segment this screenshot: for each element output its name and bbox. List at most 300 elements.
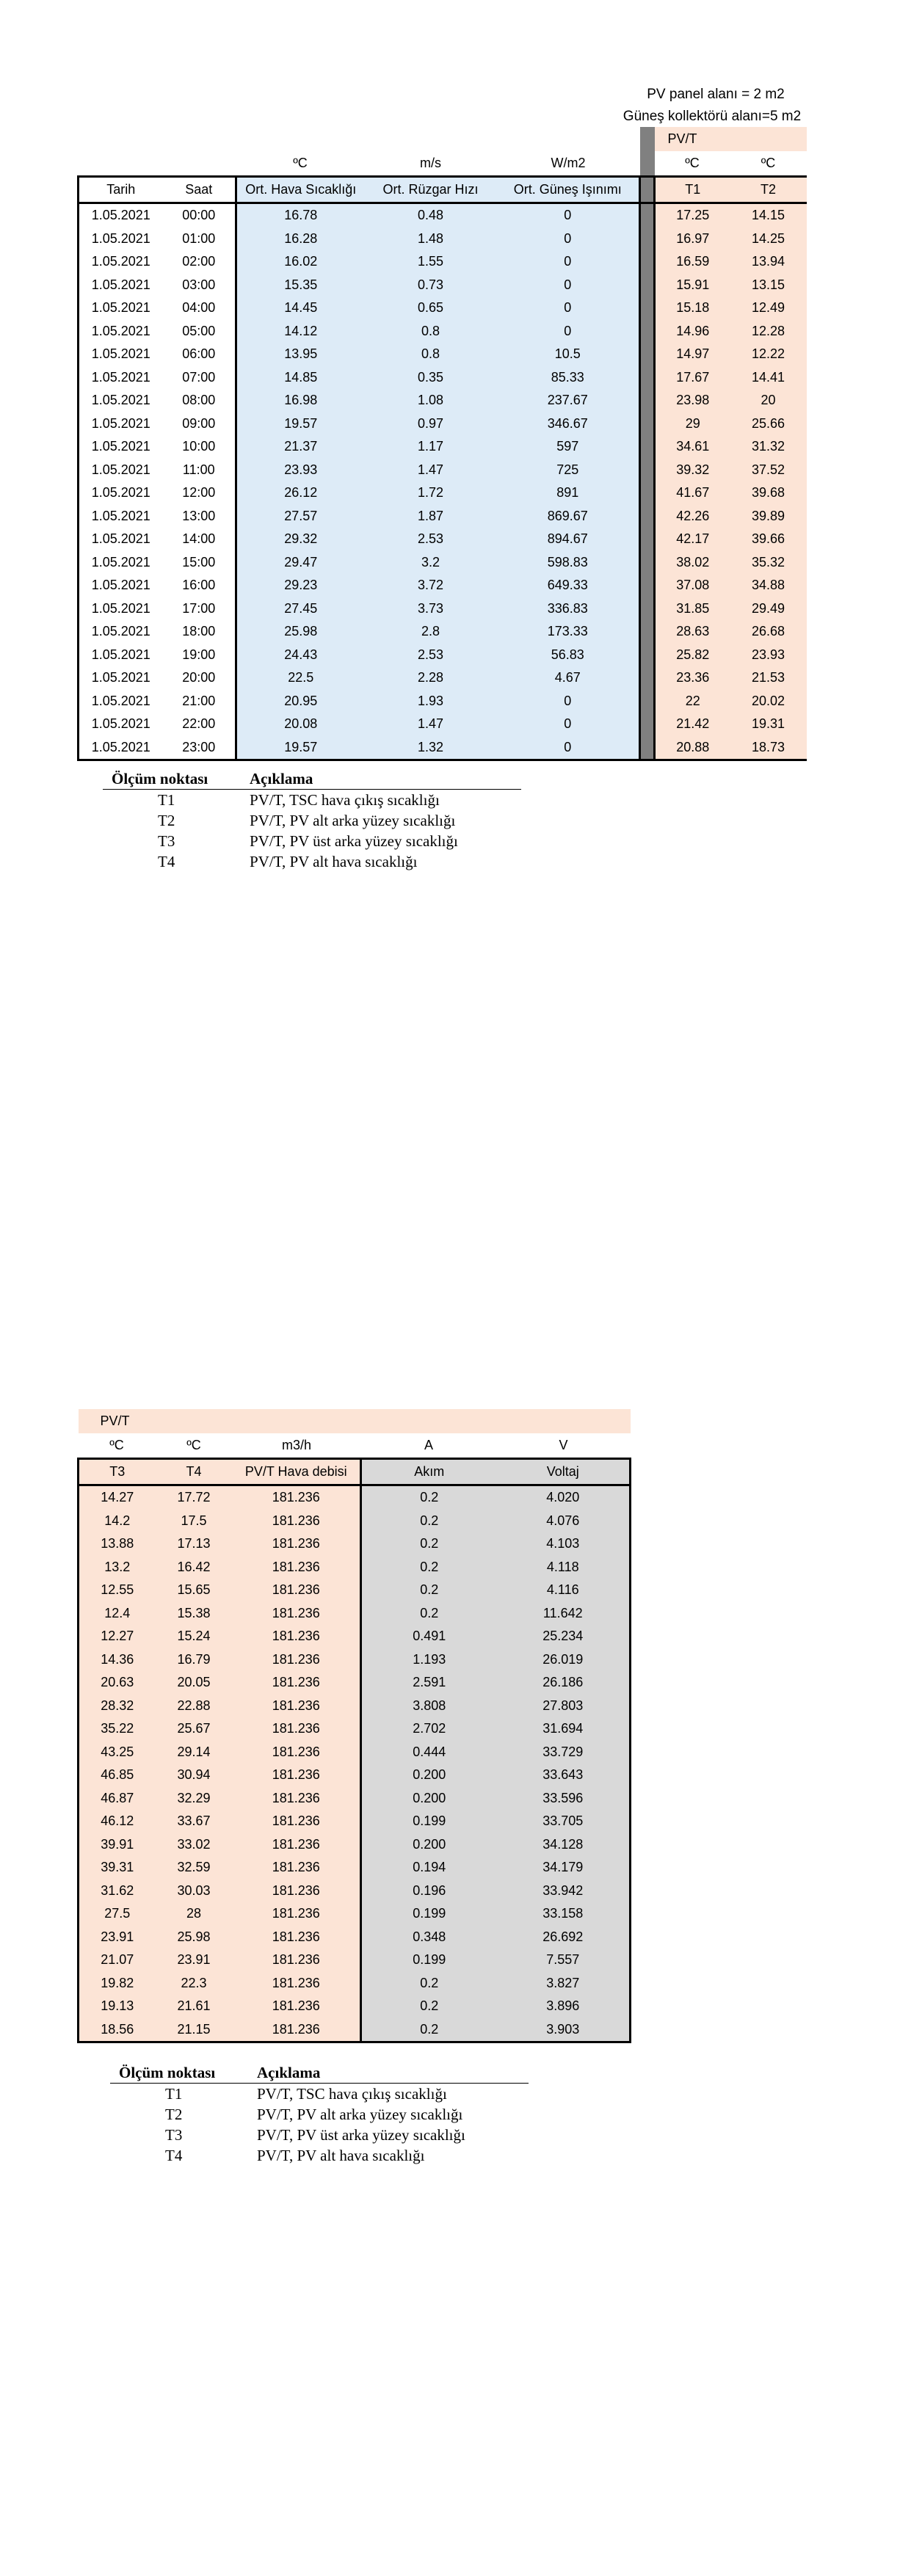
table-row [79,1602,631,1626]
unit-label [163,151,236,177]
table-cell: 2.8 [365,620,497,644]
table-cell: 0.199 [361,1902,497,1926]
table-cell: 56.83 [497,644,640,667]
table-row [79,505,807,528]
table-cell: 27.57 [236,505,365,528]
table-cell: 15.38 [156,1602,233,1626]
unit-label: ºC [293,156,308,170]
table-cell: 31.85 [655,597,730,621]
table-cell: 2.53 [365,528,497,551]
table-row [79,435,807,459]
legend-description: PV/T, PV alt arka yüzey sıcaklığı [257,2105,463,2123]
table-cell: 29.23 [236,574,365,597]
table-cell: 21:00 [182,693,216,708]
t2-units-row [79,1433,631,1459]
table-row [79,1949,631,1972]
column-header: Voltaj [497,1459,631,1485]
table-cell: 3.808 [361,1695,497,1718]
pvt-electrical-table [77,1409,631,2043]
table-cell: 346.67 [497,412,640,436]
table-cell: 0.97 [365,412,497,436]
table-cell: 00:00 [182,208,216,223]
table-cell: 0.2 [361,1972,497,1995]
table-cell: 1.05.2021 [79,366,163,390]
table-cell: 181.236 [233,1648,361,1672]
table-cell: 19.57 [236,412,365,436]
table-cell: 20.95 [236,690,365,713]
table-cell: 181.236 [233,1764,361,1787]
table-cell: 181.236 [233,1510,361,1533]
column-header: Akım [361,1459,497,1485]
unit-label: ºC [186,1438,201,1452]
table-cell: 20 [730,389,807,412]
table-cell: 35.22 [79,1717,156,1741]
table-cell: 181.236 [233,1625,361,1648]
table-cell: 26.692 [497,1926,631,1949]
table-cell: 0.35 [365,366,497,390]
table-cell: 39.89 [730,505,807,528]
column-header: Saat [163,177,236,203]
table-cell: 17.72 [156,1485,233,1510]
unit-label: m/s [420,156,441,170]
table-cell: 38.02 [655,551,730,575]
table-cell: 649.33 [497,574,640,597]
table-cell: 27.803 [497,1695,631,1718]
table-cell: 15:00 [182,554,216,570]
table-row [79,459,807,482]
table-cell: 4.076 [497,1510,631,1533]
separator-bar [640,366,655,390]
table-cell: 21.15 [156,2018,233,2042]
separator-bar [640,228,655,251]
table-cell: 3.896 [497,1995,631,2018]
table-row [79,1510,631,1533]
table-row [79,1648,631,1672]
table-cell: 0 [497,690,640,713]
table-cell: 18.56 [79,2018,156,2042]
table-row [79,713,807,736]
table-row [79,481,807,505]
table-cell: 23.91 [156,1949,233,1972]
table-cell: 2.28 [365,666,497,690]
separator-bar [640,690,655,713]
table-cell: 0.200 [361,1764,497,1787]
table-cell: 23.36 [655,666,730,690]
table-cell: 14.27 [79,1485,156,1510]
table-cell: 19.82 [79,1972,156,1995]
table-cell: 0.48 [365,203,497,228]
legend-header: Açıklama [250,768,521,790]
table-cell: 1.05.2021 [79,644,163,667]
table-row [79,1671,631,1695]
table-cell: 181.236 [233,1695,361,1718]
table-cell: 598.83 [497,551,640,575]
table-cell: 25.234 [497,1625,631,1648]
table-row [79,1695,631,1718]
table-cell: 1.32 [365,736,497,760]
t1-units-row [79,151,807,177]
table-cell: 26.68 [730,620,807,644]
table-cell: 26.12 [236,481,365,505]
table-cell: 1.05.2021 [79,574,163,597]
table-cell: 3.72 [365,574,497,597]
table-cell: 17.5 [156,1510,233,1533]
table-cell: 17:00 [182,600,216,616]
table-cell: 22.88 [156,1695,233,1718]
table-cell: 39.91 [79,1833,156,1857]
separator-bar [640,389,655,412]
legend-header: Açıklama [257,2062,529,2084]
table-cell: 33.02 [156,1833,233,1857]
table-cell: 32.29 [156,1787,233,1811]
separator-bar [640,736,655,760]
table-cell: 16.79 [156,1648,233,1672]
table-cell: 1.05.2021 [79,389,163,412]
table-row [79,528,807,551]
separator-bar [640,177,655,203]
table-cell: 31.32 [730,435,807,459]
legend-point: T1 [158,790,175,809]
table-cell: 19:00 [182,647,216,662]
table-cell: 3.827 [497,1972,631,1995]
column-header: Ort. Hava Sıcaklığı [236,177,365,203]
table-row [79,1741,631,1764]
table-cell: 0 [497,228,640,251]
legend-row [110,2084,529,2105]
table-cell: 1.05.2021 [79,505,163,528]
table-cell: 37.08 [655,574,730,597]
legend-row [110,2145,529,2166]
table-cell: 181.236 [233,2018,361,2042]
table-cell: 0.194 [361,1856,497,1880]
table-cell: 23:00 [163,736,236,760]
table-cell: 34.61 [655,435,730,459]
table-cell: 20.02 [730,690,807,713]
table-cell: 15.65 [156,1579,233,1602]
table-cell: 181.236 [233,1926,361,1949]
table-cell: 16.02 [236,250,365,274]
separator-bar [640,127,655,151]
table-row [79,1532,631,1556]
legend-header: Ölçüm noktası [110,2062,257,2084]
table-cell: 2.702 [361,1717,497,1741]
table-cell: 17.25 [655,203,730,228]
table-cell: 15.91 [655,274,730,297]
table-cell: 1.47 [365,713,497,736]
unit-label [79,151,163,177]
table-cell: 1.05.2021 [79,459,163,482]
table-cell: 3.903 [497,2018,631,2042]
table-cell: 13.2 [79,1556,156,1579]
table-row [79,1485,631,1510]
legend-description: PV/T, PV üst arka yüzey sıcaklığı [257,2125,465,2144]
legend-row [103,810,521,831]
separator-bar [640,296,655,320]
table-cell: 15.35 [236,274,365,297]
table-cell: 14.36 [79,1648,156,1672]
table-cell: 181.236 [233,1995,361,2018]
table-cell: 25.82 [655,644,730,667]
table-cell: 34.179 [497,1856,631,1880]
table-cell: 237.67 [497,389,640,412]
table-cell: 12.55 [79,1579,156,1602]
table-cell: 13.88 [79,1532,156,1556]
table-cell: 29.49 [730,597,807,621]
table-cell: 181.236 [233,1741,361,1764]
table-cell: 42.26 [655,505,730,528]
table-row [79,366,807,390]
table-cell: 597 [497,435,640,459]
legend-description: PV/T, TSC hava çıkış sıcaklığı [257,2084,447,2103]
table-cell: 0 [497,203,640,228]
legend-point: T4 [158,852,175,870]
table-cell: 85.33 [497,366,640,390]
table-row [79,296,807,320]
table-row [79,1787,631,1811]
column-header: Ort. Güneş Işınımı [497,177,640,203]
table-cell: 29.47 [236,551,365,575]
legend-description: PV/T, TSC hava çıkış sıcaklığı [250,790,440,809]
table-cell: 05:00 [182,323,216,338]
column-header: T2 [730,177,807,203]
table-cell: 1.55 [365,250,497,274]
table-row [79,343,807,366]
table-cell: 1.05.2021 [79,343,163,366]
table-row [79,1856,631,1880]
table-cell: 0.196 [361,1880,497,1903]
table-cell: 14:00 [182,531,216,547]
table-cell: 16.78 [236,203,365,228]
table-cell: 34.88 [730,574,807,597]
table-cell: 15.18 [655,296,730,320]
table-cell: 0.2 [361,1995,497,2018]
legend-point: T1 [165,2084,183,2103]
table-cell: 09:00 [182,415,216,431]
table-cell: 1.05.2021 [79,481,163,505]
table-cell: 0.444 [361,1741,497,1764]
table-cell: 1.05.2021 [79,228,163,251]
table-cell: 46.12 [79,1810,156,1833]
table-row [79,690,807,713]
table-cell [163,127,236,151]
table-cell: 181.236 [233,1949,361,1972]
table-cell: 1.05.2021 [79,528,163,551]
table-cell: 7.557 [497,1949,631,1972]
table-cell: 39.31 [79,1856,156,1880]
table-cell: 16:00 [182,578,216,593]
table-cell: 16.28 [236,228,365,251]
pv-area-note: PV panel alanı = 2 m2 [647,87,785,102]
t2-header-row [79,1459,631,1485]
table-cell: 25.98 [236,620,365,644]
table-cell: 18:00 [182,624,216,639]
separator-bar [640,412,655,436]
table-cell: 22 [655,690,730,713]
table-cell: 16.42 [156,1556,233,1579]
table-cell: 27.5 [79,1902,156,1926]
legend-row [110,2104,529,2125]
table-row [79,1833,631,1857]
column-header: T1 [655,177,730,203]
table-cell: 2.53 [365,644,497,667]
table-cell: 20.08 [236,713,365,736]
unit-label: ºC [761,156,776,170]
table-cell: 12.49 [730,296,807,320]
table-cell: 1.47 [365,459,497,482]
column-header: T4 [156,1459,233,1485]
table-cell: 0.199 [361,1949,497,1972]
table-cell: 29.32 [236,528,365,551]
table-cell: 28 [156,1902,233,1926]
table-cell: 0.2 [361,1510,497,1533]
table-cell: 14.96 [655,320,730,343]
table-cell: 20.05 [156,1671,233,1695]
legend-1 [103,768,521,872]
legend-point: T2 [165,2105,183,2123]
legend-description: PV/T, PV alt hava sıcaklığı [250,852,418,870]
table-cell: 37.52 [730,459,807,482]
table-cell: 0.491 [361,1625,497,1648]
table-cell: 25.98 [156,1926,233,1949]
table-row [79,1902,631,1926]
table-cell: 1.08 [365,389,497,412]
legend-2 [110,2062,529,2166]
table-cell: 33.729 [497,1741,631,1764]
table-cell: 14.15 [730,203,807,228]
table-cell: 30.94 [156,1764,233,1787]
table-cell: 03:00 [182,277,216,292]
table-cell: 0.65 [365,296,497,320]
table-cell: 39.32 [655,459,730,482]
table-cell: 21.37 [236,435,365,459]
table-cell: 0 [497,274,640,297]
table-cell: 21.61 [156,1995,233,2018]
table-cell [365,127,497,151]
table-cell: 10.5 [497,343,640,366]
legend-point: T2 [158,811,175,829]
table-cell: 19.57 [236,736,365,760]
table-cell: 336.83 [497,597,640,621]
table-cell: 0.2 [361,1602,497,1626]
legend-row [110,2125,529,2145]
table-row [79,250,807,274]
t2-group-row [79,1409,631,1433]
table-cell: 725 [497,459,640,482]
table-cell: 0 [497,320,640,343]
table-cell: 4.020 [497,1485,631,1510]
table-row [79,1810,631,1833]
table-cell: 1.05.2021 [79,203,163,228]
separator-bar [640,459,655,482]
unit-label: W/m2 [551,156,586,170]
legend-row [103,851,521,872]
legend-point: T4 [165,2146,183,2164]
table-cell: 01:00 [182,230,216,246]
table-cell: 0.199 [361,1810,497,1833]
table-cell: 18.73 [730,736,807,760]
table-cell: 1.05.2021 [79,320,163,343]
table-cell: 2.591 [361,1671,497,1695]
table-cell: 22:00 [182,716,216,732]
table-cell: 23.91 [79,1926,156,1949]
table-cell: 17.13 [156,1532,233,1556]
table-cell: 20:00 [182,670,216,685]
table-cell: 07:00 [182,369,216,385]
table-row [79,203,807,228]
table-cell: 0 [497,250,640,274]
table-cell: 1.05.2021 [79,296,163,320]
table-cell: 1.193 [361,1648,497,1672]
table-cell: 1.05.2021 [79,250,163,274]
legend-header: Ölçüm noktası [103,768,250,790]
table-row [79,1764,631,1787]
table-cell: 14.97 [655,343,730,366]
t1-group-row [79,127,807,151]
t1-header-row [79,177,807,203]
separator-bar [640,551,655,575]
table-cell: 31.62 [79,1880,156,1903]
separator-bar [640,713,655,736]
table-cell: 1.05.2021 [79,551,163,575]
table-cell: 181.236 [233,1972,361,1995]
table-cell: 181.236 [233,1556,361,1579]
table-row [79,1926,631,1949]
separator-bar [640,151,655,177]
unit-label: ºC [109,1438,124,1452]
table-cell: 23.98 [655,389,730,412]
separator-bar [640,597,655,621]
table-row [79,228,807,251]
separator-bar [640,250,655,274]
table-row [79,574,807,597]
separator-bar [640,574,655,597]
table-cell: 11:00 [182,462,215,477]
legend-description: PV/T, PV alt hava sıcaklığı [257,2146,425,2164]
table-cell: 33.643 [497,1764,631,1787]
table-cell: 13.15 [730,274,807,297]
table-cell: 46.85 [79,1764,156,1787]
table-cell: 20.88 [655,736,730,760]
table-cell: 16.59 [655,250,730,274]
table-cell: 0.2 [361,1485,497,1510]
table-cell: 22.5 [236,666,365,690]
legend-description: PV/T, PV alt arka yüzey sıcaklığı [250,811,456,829]
table-cell: 28.63 [655,620,730,644]
table-cell: 894.67 [497,528,640,551]
table-cell: 3.73 [365,597,497,621]
table-cell: 1.05.2021 [79,274,163,297]
legend-header-row [103,768,521,790]
table-cell: 41.67 [655,481,730,505]
table-cell: 21.07 [79,1949,156,1972]
table-cell: 34.128 [497,1833,631,1857]
table-cell: 1.17 [365,435,497,459]
table-cell: 39.66 [730,528,807,551]
separator-bar [640,203,655,228]
table-cell: 35.32 [730,551,807,575]
table-cell: 1.05.2021 [79,597,163,621]
table-cell: 08:00 [182,393,216,408]
table-cell: 29 [655,412,730,436]
table-cell: 14.25 [730,228,807,251]
table-cell: 33.67 [156,1810,233,1833]
table-row [79,1556,631,1579]
table-row [79,412,807,436]
column-header: PV/T Hava debisi [233,1459,361,1485]
table-cell: 24.43 [236,644,365,667]
table-row [79,551,807,575]
separator-bar [640,481,655,505]
